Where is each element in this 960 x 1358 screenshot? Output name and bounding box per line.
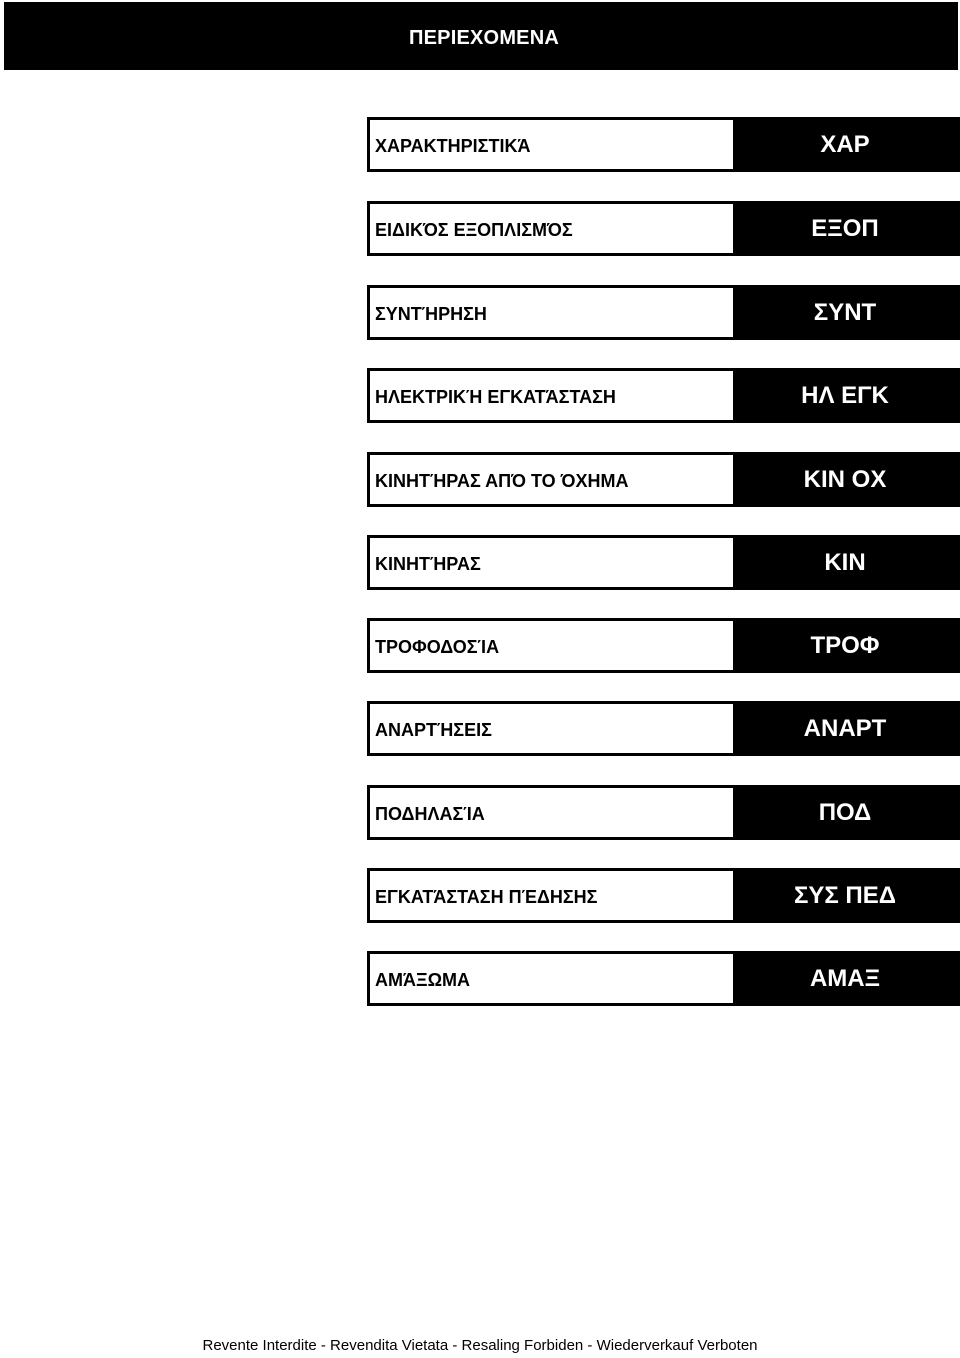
toc-item-tab[interactable]: ΑΝΑΡΤ (733, 704, 957, 753)
toc-item-chassis[interactable] (367, 785, 960, 840)
toc-item-tab[interactable]: ΧΑΡ (733, 120, 957, 169)
footer-notice: Revente Interdite - Revendita Vietata - Resaling Forbiden - Wiederverkauf Verboten (202, 1337, 758, 1354)
toc-item-tab[interactable]: ΑΜΑΞ (733, 954, 957, 1003)
toc-item-tab[interactable]: ΤΡΟΦ (733, 621, 957, 670)
toc-item-characteristics[interactable] (367, 117, 960, 172)
toc-item-title: ΧΑΡΑΚΤΗΡΙΣΤΙΚΆ (375, 136, 531, 156)
toc-item-title: ΠΟΔΗΛΑΣΊΑ (375, 804, 485, 824)
toc-item-title: ΑΜΆΞΩΜΑ (375, 970, 471, 990)
toc-item-engine[interactable] (367, 535, 960, 590)
toc-item-title: ΚΙΝΗΤΉΡΑΣ ΑΠΌ ΤΟ ΌΧΗΜΑ (375, 471, 629, 491)
toc-item-tab[interactable]: ΚΙΝ ΟΧ (733, 455, 957, 504)
toc-item-suspensions[interactable] (367, 701, 960, 756)
toc-item-title: ΕΙΔΙΚΌΣ ΕΞΟΠΛΙΣΜΌΣ (375, 220, 573, 240)
toc-item-tab[interactable]: ΚΙΝ (733, 538, 957, 587)
toc-item-title: ΤΡΟΦΟΔΟΣΊΑ (375, 637, 500, 657)
toc-item-tab[interactable]: ΕΞΟΠ (733, 204, 957, 253)
toc-item-tab[interactable]: ΣΥΝΤ (733, 288, 957, 337)
toc-item-title: ΑΝΑΡΤΉΣΕΙΣ (375, 720, 492, 740)
toc-item-maintenance[interactable] (367, 285, 960, 340)
toc-item-special-equipment[interactable] (367, 201, 960, 256)
page-title: ΠΕΡΙΕΧΟΜΕΝΑ (409, 27, 560, 49)
toc-item-tab[interactable]: ΣΥΣ ΠΕΔ (733, 871, 957, 920)
toc-item-engine-removal[interactable] (367, 452, 960, 507)
toc-item-title: ΗΛΕΚΤΡΙΚΉ ΕΓΚΑΤΆΣΤΑΣΗ (375, 387, 616, 407)
toc-item-title: ΚΙΝΗΤΉΡΑΣ (375, 554, 481, 574)
toc-item-electrical-system[interactable] (367, 368, 960, 423)
toc-item-fuel-supply[interactable] (367, 618, 960, 673)
header-bar (4, 2, 958, 70)
toc-item-tab[interactable]: ΗΛ ΕΓΚ (733, 371, 957, 420)
toc-item-tab[interactable]: ΠΟΔ (733, 788, 957, 837)
toc-item-braking-system[interactable] (367, 868, 960, 923)
toc-item-title: ΕΓΚΑΤΆΣΤΑΣΗ ΠΈΔΗΣΗΣ (375, 887, 598, 907)
toc-item-title: ΣΥΝΤΉΡΗΣΗ (375, 304, 487, 324)
toc-item-bodywork[interactable] (367, 951, 960, 1006)
